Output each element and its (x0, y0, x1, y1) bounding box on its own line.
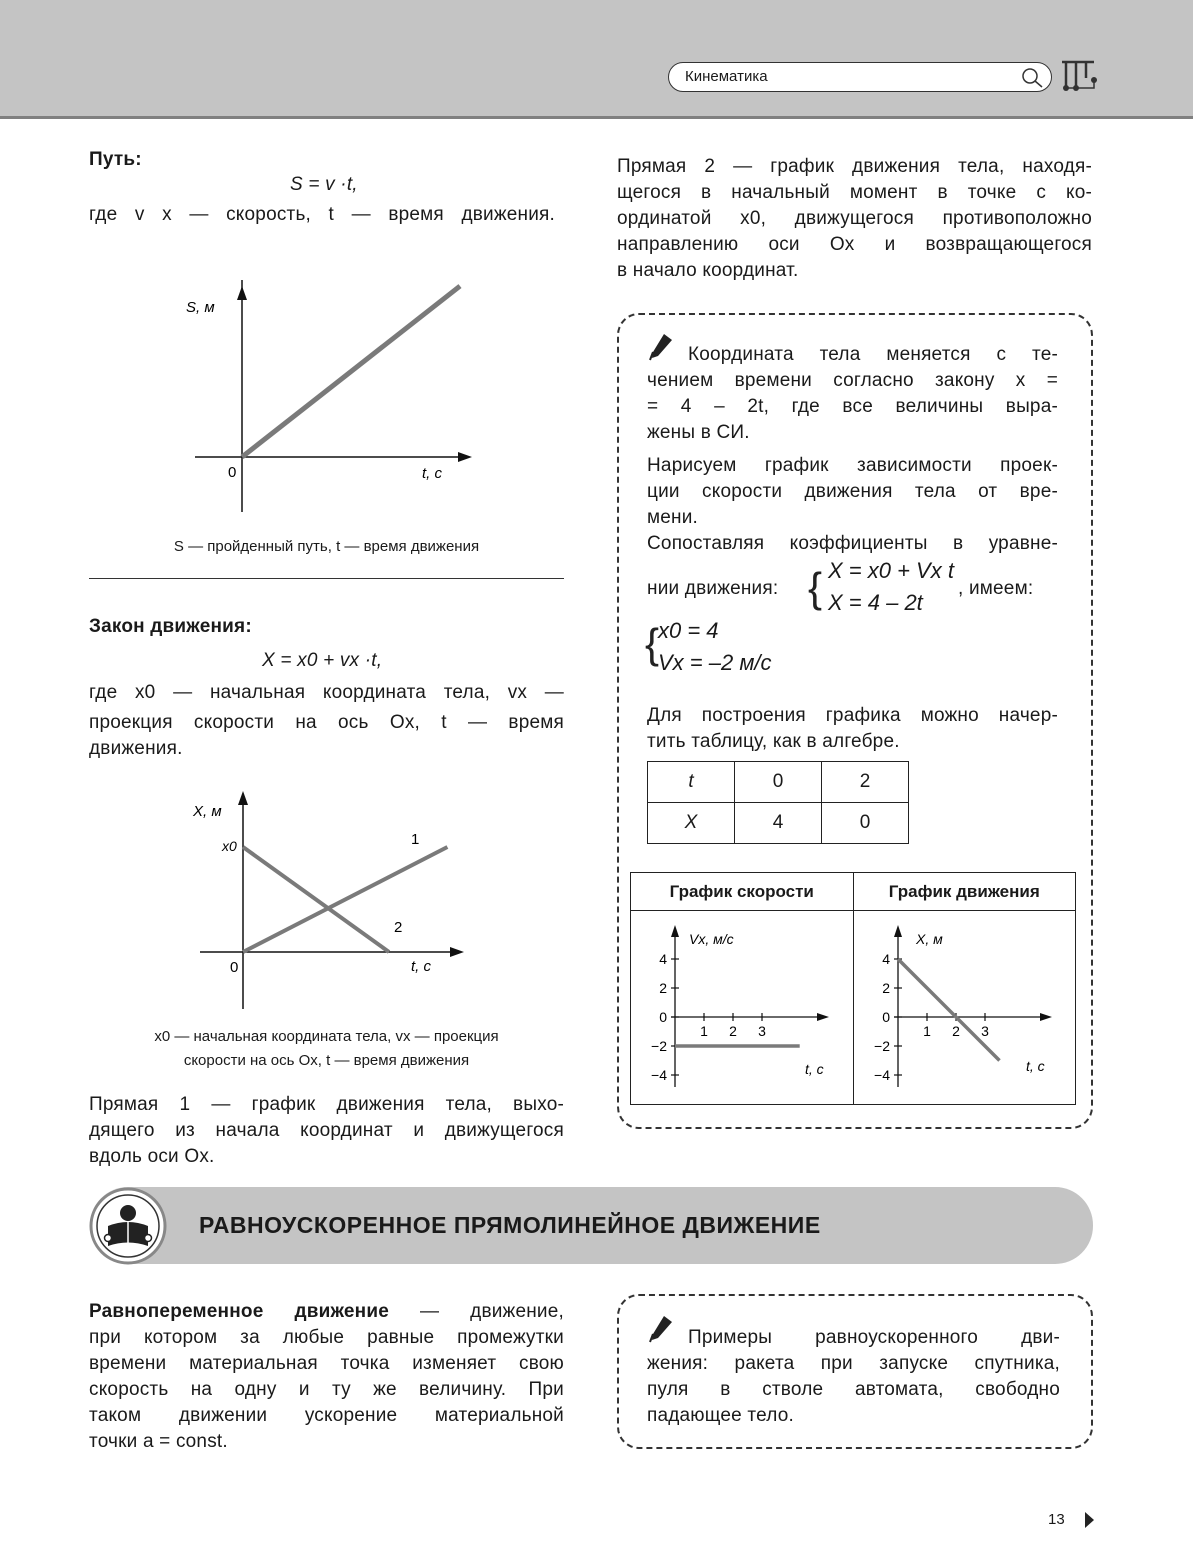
chart2-caption-1: x0 — начальная координата тела, vx — проекция (154, 1028, 499, 1045)
line2-desc-1: Прямая 2 — график движения тела, находя- (617, 156, 1092, 177)
speed-ytick-label: −4 (651, 1067, 667, 1083)
chart1-x-arrow (458, 452, 472, 462)
next-page-icon[interactable] (1083, 1511, 1095, 1529)
speed-ylabel: Vx, м/с (689, 931, 734, 947)
graphs-table (630, 872, 1076, 1105)
motion-series-line (898, 959, 1000, 1061)
motion-ylabel: X, м (915, 931, 943, 947)
chart1-caption: S — пройденный путь, t — время движения (173, 538, 480, 555)
box-p1-2: чением времени согласно закону x = (647, 370, 1058, 391)
search-icon[interactable] (1021, 67, 1045, 89)
table-cell: 0 (735, 762, 822, 803)
law-desc-3: движения. (89, 738, 183, 759)
speed-graph (631, 911, 851, 1099)
definition-line-5: таком движении ускорение материальной (89, 1405, 564, 1426)
chart2-xlabel: t, с (411, 958, 432, 975)
law-desc-2: проекция скорости на ось Ox, t — время (89, 712, 564, 733)
eq-2: X = 4 – 2t (828, 590, 923, 615)
chart1-origin: 0 (228, 464, 237, 481)
line1-desc-1: Прямая 1 — график движения тела, выхо- (89, 1094, 564, 1115)
chart2-x0-label: x0 (222, 838, 237, 854)
definition-line-1 (89, 1299, 564, 1325)
section-title: РАВНОУСКОРЕННОЕ ПРЯМОЛИНЕЙНОЕ ДВИЖЕНИЕ (199, 1212, 821, 1238)
speed-ytick-label: −2 (651, 1038, 667, 1054)
line1-desc-3: вдоль оси Ox. (89, 1146, 215, 1167)
box-p2-3: мени. (647, 507, 699, 528)
speed-xlabel: t, с (805, 1061, 824, 1077)
motion-graph (854, 911, 1074, 1099)
path-chart (170, 280, 490, 520)
page-header (0, 0, 1193, 119)
box-p1-3: = 4 – 2t, где все величины выра- (647, 396, 1058, 417)
chart2-caption-2: скорости на ось Ox, t — время движения (183, 1052, 470, 1069)
definition-line-6: точки a = const. (89, 1431, 228, 1452)
divider (89, 578, 564, 579)
motion-xlabel: t, с (1025, 1058, 1045, 1074)
motion-xtick-label: 2 (951, 1023, 960, 1039)
table-cell: 4 (735, 803, 822, 844)
motion-y-arrow (894, 925, 902, 937)
box-p1-1: Координата тела меняется с те- (688, 344, 1058, 365)
table-cell: 2 (822, 762, 909, 803)
speed-xtick-label: 2 (729, 1023, 737, 1039)
box-p3-2: нии движения: (647, 578, 779, 599)
speed-ytick-label: 2 (659, 980, 667, 996)
motion-ytick-label: 4 (881, 951, 890, 967)
sys-eq-1: x0 = 4 (658, 618, 719, 643)
speed-ytick-label: 4 (659, 951, 667, 967)
speed-y-arrow (671, 925, 679, 937)
box-p1-4: жены в СИ. (647, 422, 750, 443)
line2-desc-2: щегося в начальный момент в точке с ко- (617, 182, 1092, 203)
speed-x-arrow (817, 1013, 829, 1021)
chart1-path-line (242, 286, 460, 457)
table-row (648, 762, 909, 803)
speed-xtick-label: 1 (700, 1023, 708, 1039)
chart1-ylabel: S, м (186, 299, 215, 316)
path-description: где v x — скорость, t — время движения. (89, 204, 555, 225)
pen-icon (648, 332, 674, 362)
box-p2-2: ции скорости движения тела от вре- (647, 481, 1058, 502)
chart2-ylabel: X, м (193, 803, 222, 820)
box-p4-2: тить таблицу, как в алгебре. (647, 731, 900, 752)
chart2-line-2 (243, 847, 389, 952)
system-brace-1: { (808, 564, 823, 611)
path-formula: S = v ·t, (290, 174, 358, 195)
sys-eq-2: Vx = –2 м/с (658, 650, 772, 675)
motion-ytick-label: 2 (881, 980, 890, 996)
table-cell: 0 (822, 803, 909, 844)
definition-line-2: при котором за любые равные промежутки (89, 1327, 564, 1348)
pen-icon (648, 1314, 674, 1344)
definition-line-3: времени материальная точка изменяет свою (89, 1353, 564, 1374)
chart2-y-arrow (238, 791, 248, 805)
page-number: 13 (1048, 1511, 1065, 1528)
line1-desc-2: дящего из начала координат и движущегося (89, 1120, 564, 1141)
law-formula: X = x0 + vx ·t, (262, 650, 383, 671)
chart2-origin: 0 (230, 959, 239, 976)
law-title: Закон движения: (89, 616, 252, 637)
chart2-line1-label: 1 (411, 831, 420, 848)
box-p4-1: Для построения графика можно начер- (647, 705, 1058, 726)
motion-graph-title: График движения (888, 882, 1040, 901)
chart2-line-1 (243, 847, 447, 952)
motion-x-arrow (1040, 1013, 1052, 1021)
definition-def-1: — движение, (419, 1301, 564, 1322)
table-cell: X (648, 803, 735, 844)
motion-xtick-label: 3 (980, 1023, 989, 1039)
reader-icon (88, 1186, 168, 1266)
examples-line-4: падающее тело. (647, 1405, 794, 1426)
line2-desc-4: направлению оси Ox и возвращающегося (617, 234, 1092, 255)
eq-1: X = x0 + Vx t (828, 558, 954, 583)
speed-xtick-label: 3 (758, 1023, 766, 1039)
box-p3-3: , имеем: (958, 578, 1034, 599)
motion-ytick-label: −4 (873, 1067, 890, 1083)
definition-line-4: скорость на одну и ту же величину. При (89, 1379, 564, 1400)
definition-term: Равнопеременное движение (89, 1301, 389, 1322)
examples-line-2: жения: ракета при запуске спутника, (647, 1353, 1060, 1374)
motion-law-chart (185, 785, 475, 1015)
topic-search-field[interactable] (668, 62, 1052, 92)
motion-xtick-label: 1 (922, 1023, 931, 1039)
speed-ytick-label: 0 (659, 1009, 667, 1025)
chart2-x-arrow (450, 947, 464, 957)
motion-ytick-label: 0 (881, 1009, 890, 1025)
chart2-line2-label: 2 (394, 919, 403, 936)
table-cell: t (648, 762, 735, 803)
box-p3-1: Сопоставляя коэффициенты в уравне- (647, 533, 1058, 554)
line2-desc-5: в начало координат. (617, 260, 799, 281)
examples-line-3: пуля в стволе автомата, свободно (647, 1379, 1060, 1400)
box-p2-1: Нарисуем график зависимости проек- (647, 455, 1058, 476)
speed-graph-title: График скорости (669, 882, 814, 901)
chart1-xlabel: t, с (422, 465, 443, 482)
circuit-logo-icon (1058, 56, 1102, 96)
chart1-y-arrow (237, 286, 247, 300)
examples-line-1: Примеры равноускоренного дви- (688, 1327, 1060, 1348)
motion-ytick-label: −2 (873, 1038, 890, 1054)
table-row (648, 803, 909, 844)
law-desc-1: где x0 — начальная координата тела, vx — (89, 682, 564, 703)
path-title: Путь: (89, 149, 142, 170)
line2-desc-3: ординатой x0, движущегося противоположно (617, 208, 1092, 229)
system-brace-2: { (645, 620, 660, 667)
search-text: Кинематика (685, 68, 768, 85)
values-table (647, 761, 909, 844)
